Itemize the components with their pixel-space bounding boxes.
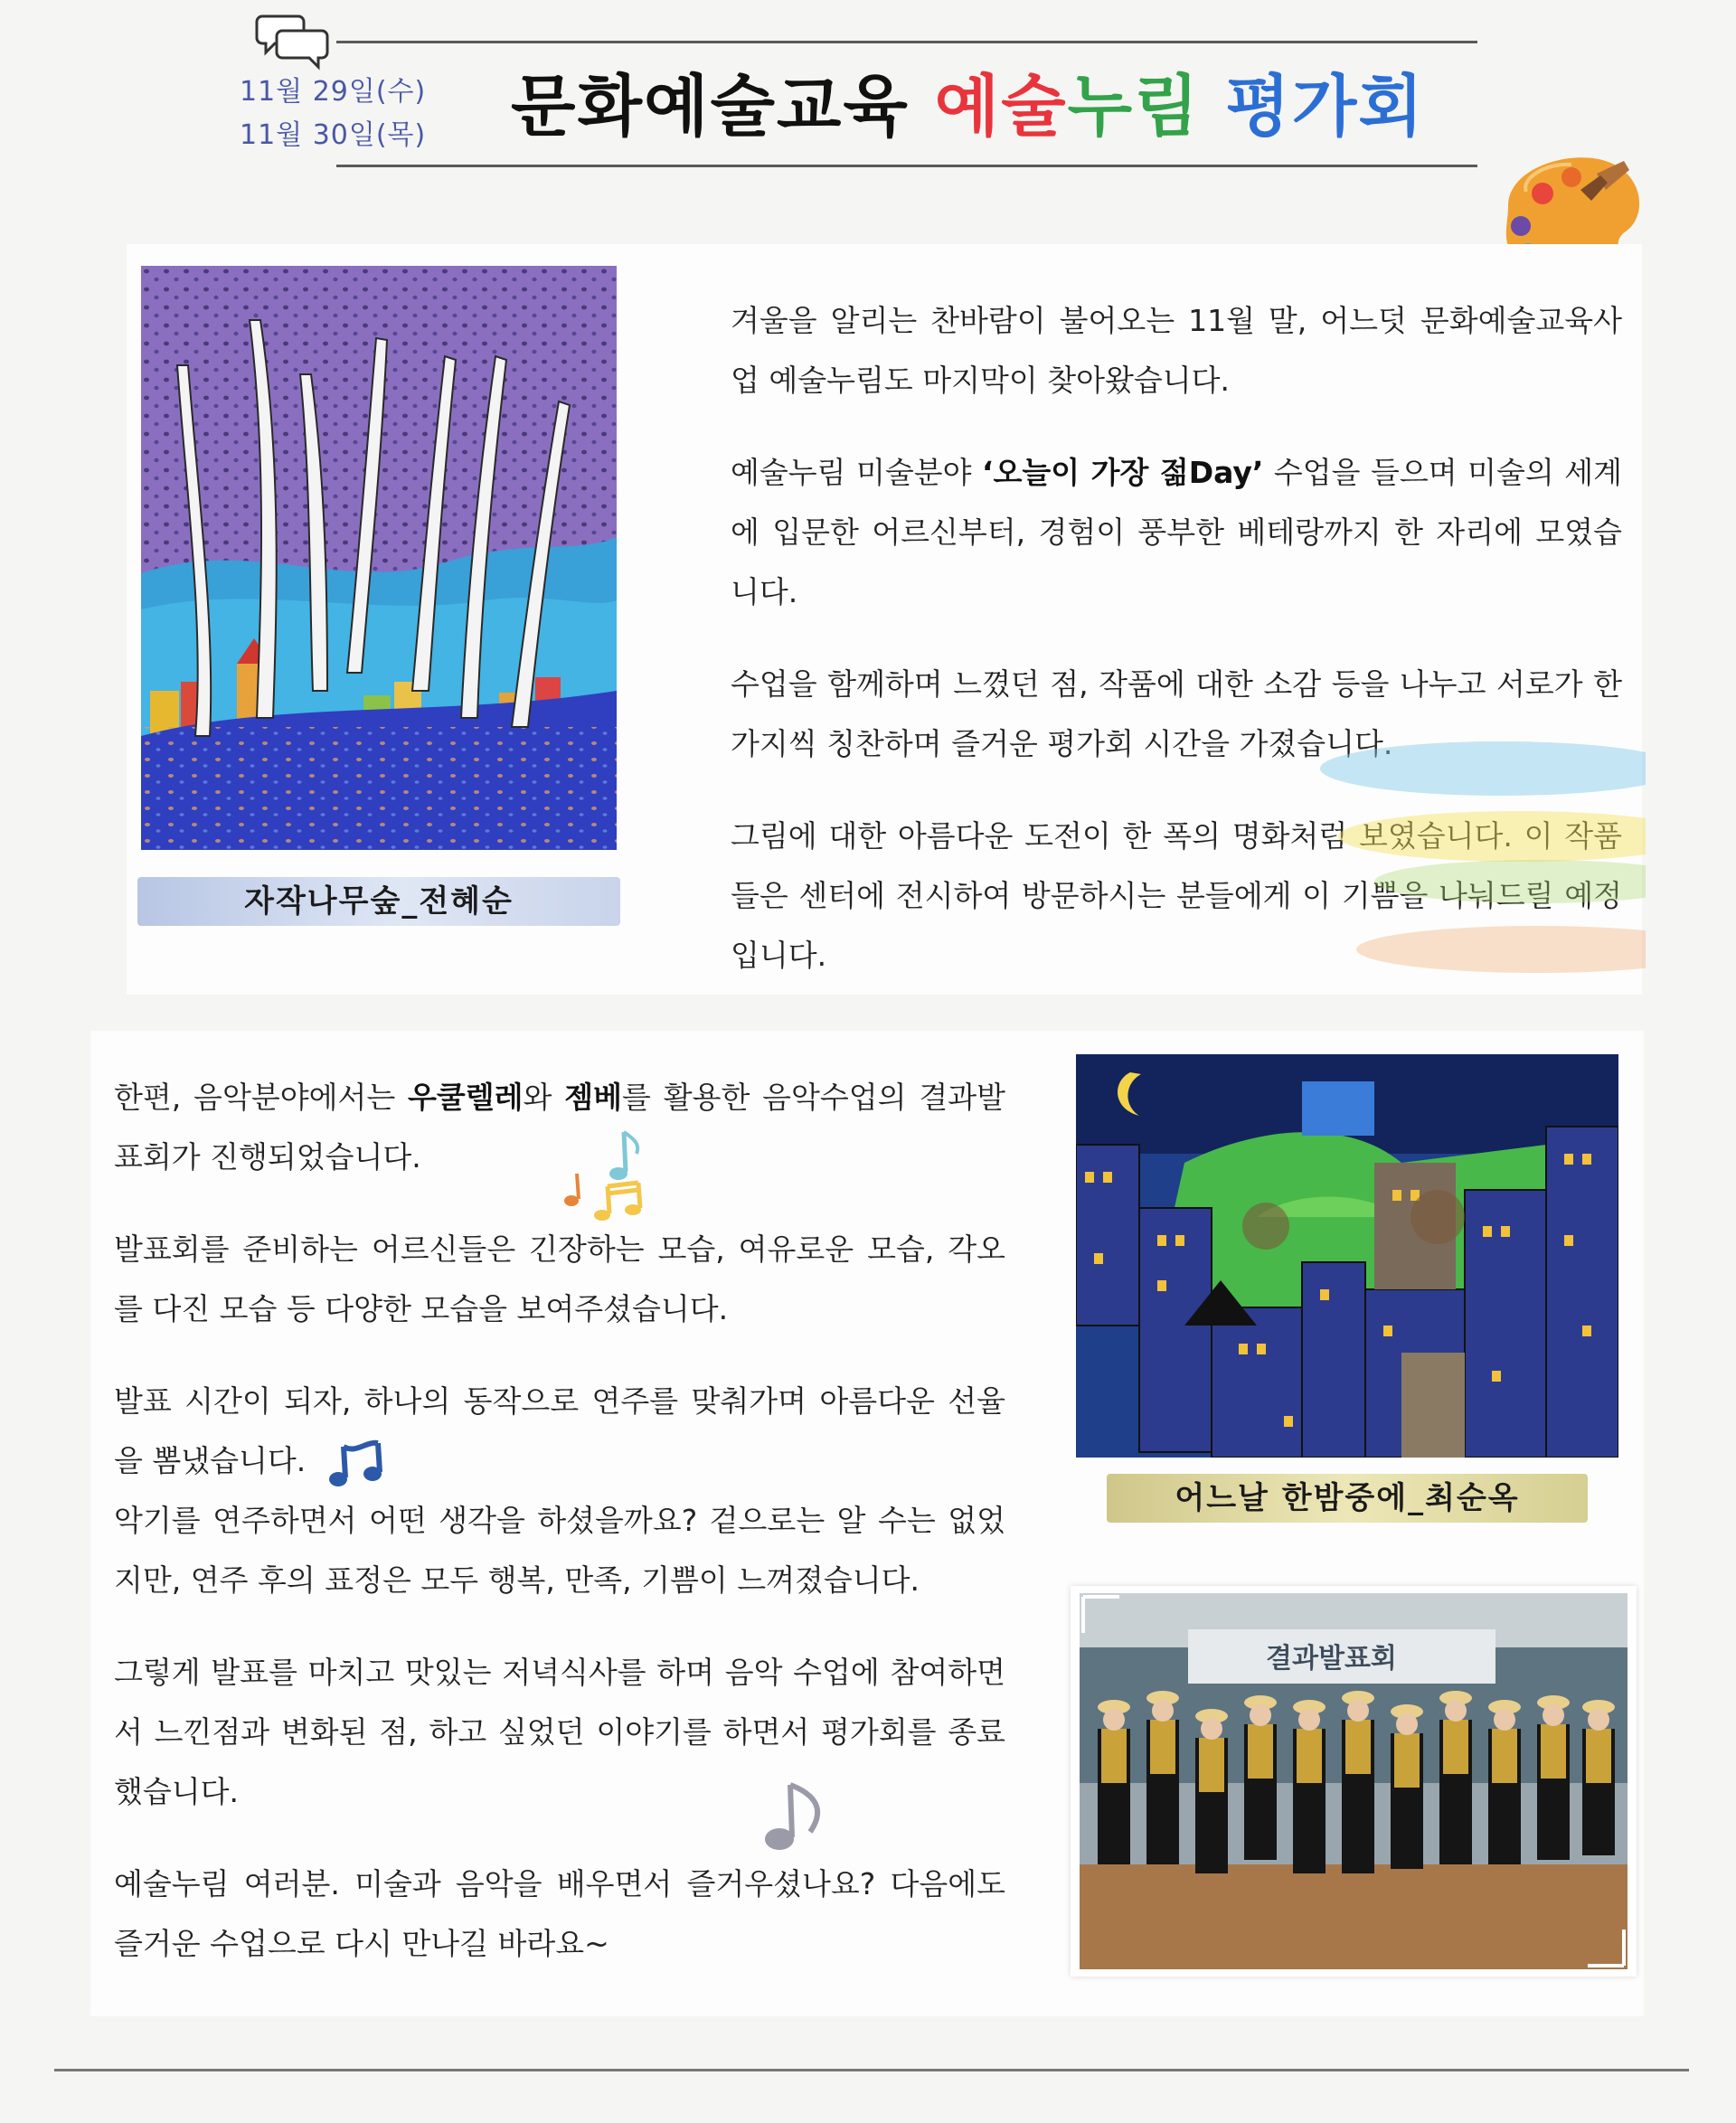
photo-banner-text: 결과발표회 [1266, 1643, 1397, 1675]
art-paragraph-3: 수업을 함께하며 느꼈던 점, 작품에 대한 소감 등을 나누고 서로가 한가지씩 칭찬하며 즐거운 평가회 시간을 가졌습니다. [731, 666, 1622, 761]
class-name-highlight: ‘오늘이 가장 젊Day’ [981, 455, 1264, 490]
music-paragraph-1-a: 한편, 음악분야에서는 [114, 1080, 409, 1115]
chat-bubbles-icon [255, 11, 331, 71]
djembe-highlight: 젬베 [564, 1080, 623, 1115]
music-note-icon [324, 1438, 400, 1492]
event-dates [240, 71, 439, 157]
header-rule-top [336, 41, 1477, 43]
header-rule-bottom [336, 165, 1477, 167]
music-note-icon [750, 1778, 834, 1859]
performance-photo-frame [1071, 1586, 1637, 1977]
title-part-1: 문화예술교육 [511, 68, 935, 146]
ukulele-performance-photo [1080, 1593, 1628, 1969]
art-paragraph-4: 그림에 대한 아름다운 도전이 한 폭의 명화처럼 보였습니다. 이 작품들은 센터에 전시하여 방문하시는 분들에게 이 기쁨을 나눠드릴 예정입니다. [731, 818, 1622, 973]
music-paragraph-5: 예술누림 여러분. 미술과 음악을 배우면서 즐거우셨나요? 다음에도 즐거운 수업으로 다시 만나길 바라요~ [114, 1866, 1005, 1961]
art-paragraph-2-end: 수업을 들으며 미술의 세계에 입문한 어르신부터, 경험이 풍부한 베테랑까지 한 자리에 모였습니다. [731, 455, 1622, 609]
painting-caption-night: 어느날 한밤중에_최순옥 [1107, 1474, 1588, 1523]
title-part-4: 평가회 [1225, 68, 1425, 146]
music-paragraph-4: 그렇게 발표를 마치고 맛있는 저녁식사를 하며 음악 수업에 참여하면서 느낀점과 변화된 점, 하고 싶었던 이야기를 하면서 평가회를 종료했습니다. [114, 1655, 1005, 1809]
art-paragraph-2-start: 예술누림 미술분야 [731, 455, 982, 490]
music-paragraph-3b: 악기를 연주하면서 어떤 생각을 하셨을까요? 겉으로는 알 수는 없었지만, 연주 후의 표정은 모두 행복, 만족, 기쁨이 느껴졌습니다. [114, 1503, 1005, 1598]
music-paragraph-1-c: 와 [523, 1080, 565, 1115]
art-paragraph-2 [731, 443, 1622, 622]
title-part-2: 예술 [934, 68, 1068, 146]
ukulele-highlight: 우쿨렐레 [408, 1080, 524, 1115]
title-part-3: 누림 [1067, 68, 1226, 146]
date-line-1: 11월 29일(수) [240, 76, 427, 108]
art-paragraph-1: 겨울을 알리는 찬바람이 불어오는 11월 말, 어느덧 문화예술교육사업 예술누림도 마지막이 찾아왔습니다. [731, 303, 1622, 398]
music-note-icon [553, 1127, 662, 1226]
page-title [511, 61, 1425, 152]
painting-caption-birch: 자작나무숲_전혜순 [137, 877, 620, 926]
date-line-2: 11월 30일(목) [240, 119, 427, 151]
night-village-painting [1076, 1054, 1618, 1458]
music-paragraph-2: 발표회를 준비하는 어르신들은 긴장하는 모습, 여유로운 모습, 각오를 다진 모습 등 다양한 모습을 보여주셨습니다. [114, 1231, 1005, 1326]
watercolor-brush-strokes [1230, 723, 1646, 995]
footer-rule [54, 2069, 1689, 2071]
music-paragraph-1-d: 를 활용한 음악수업의 결과발표회가 진행되었습니다. [114, 1080, 1005, 1175]
birch-forest-painting [141, 266, 617, 850]
music-paragraph-3a: 발표 시간이 되자, 하나의 동작으로 연주를 맞춰가며 아름다운 선율을 뽐냈습니다. [114, 1383, 1005, 1478]
